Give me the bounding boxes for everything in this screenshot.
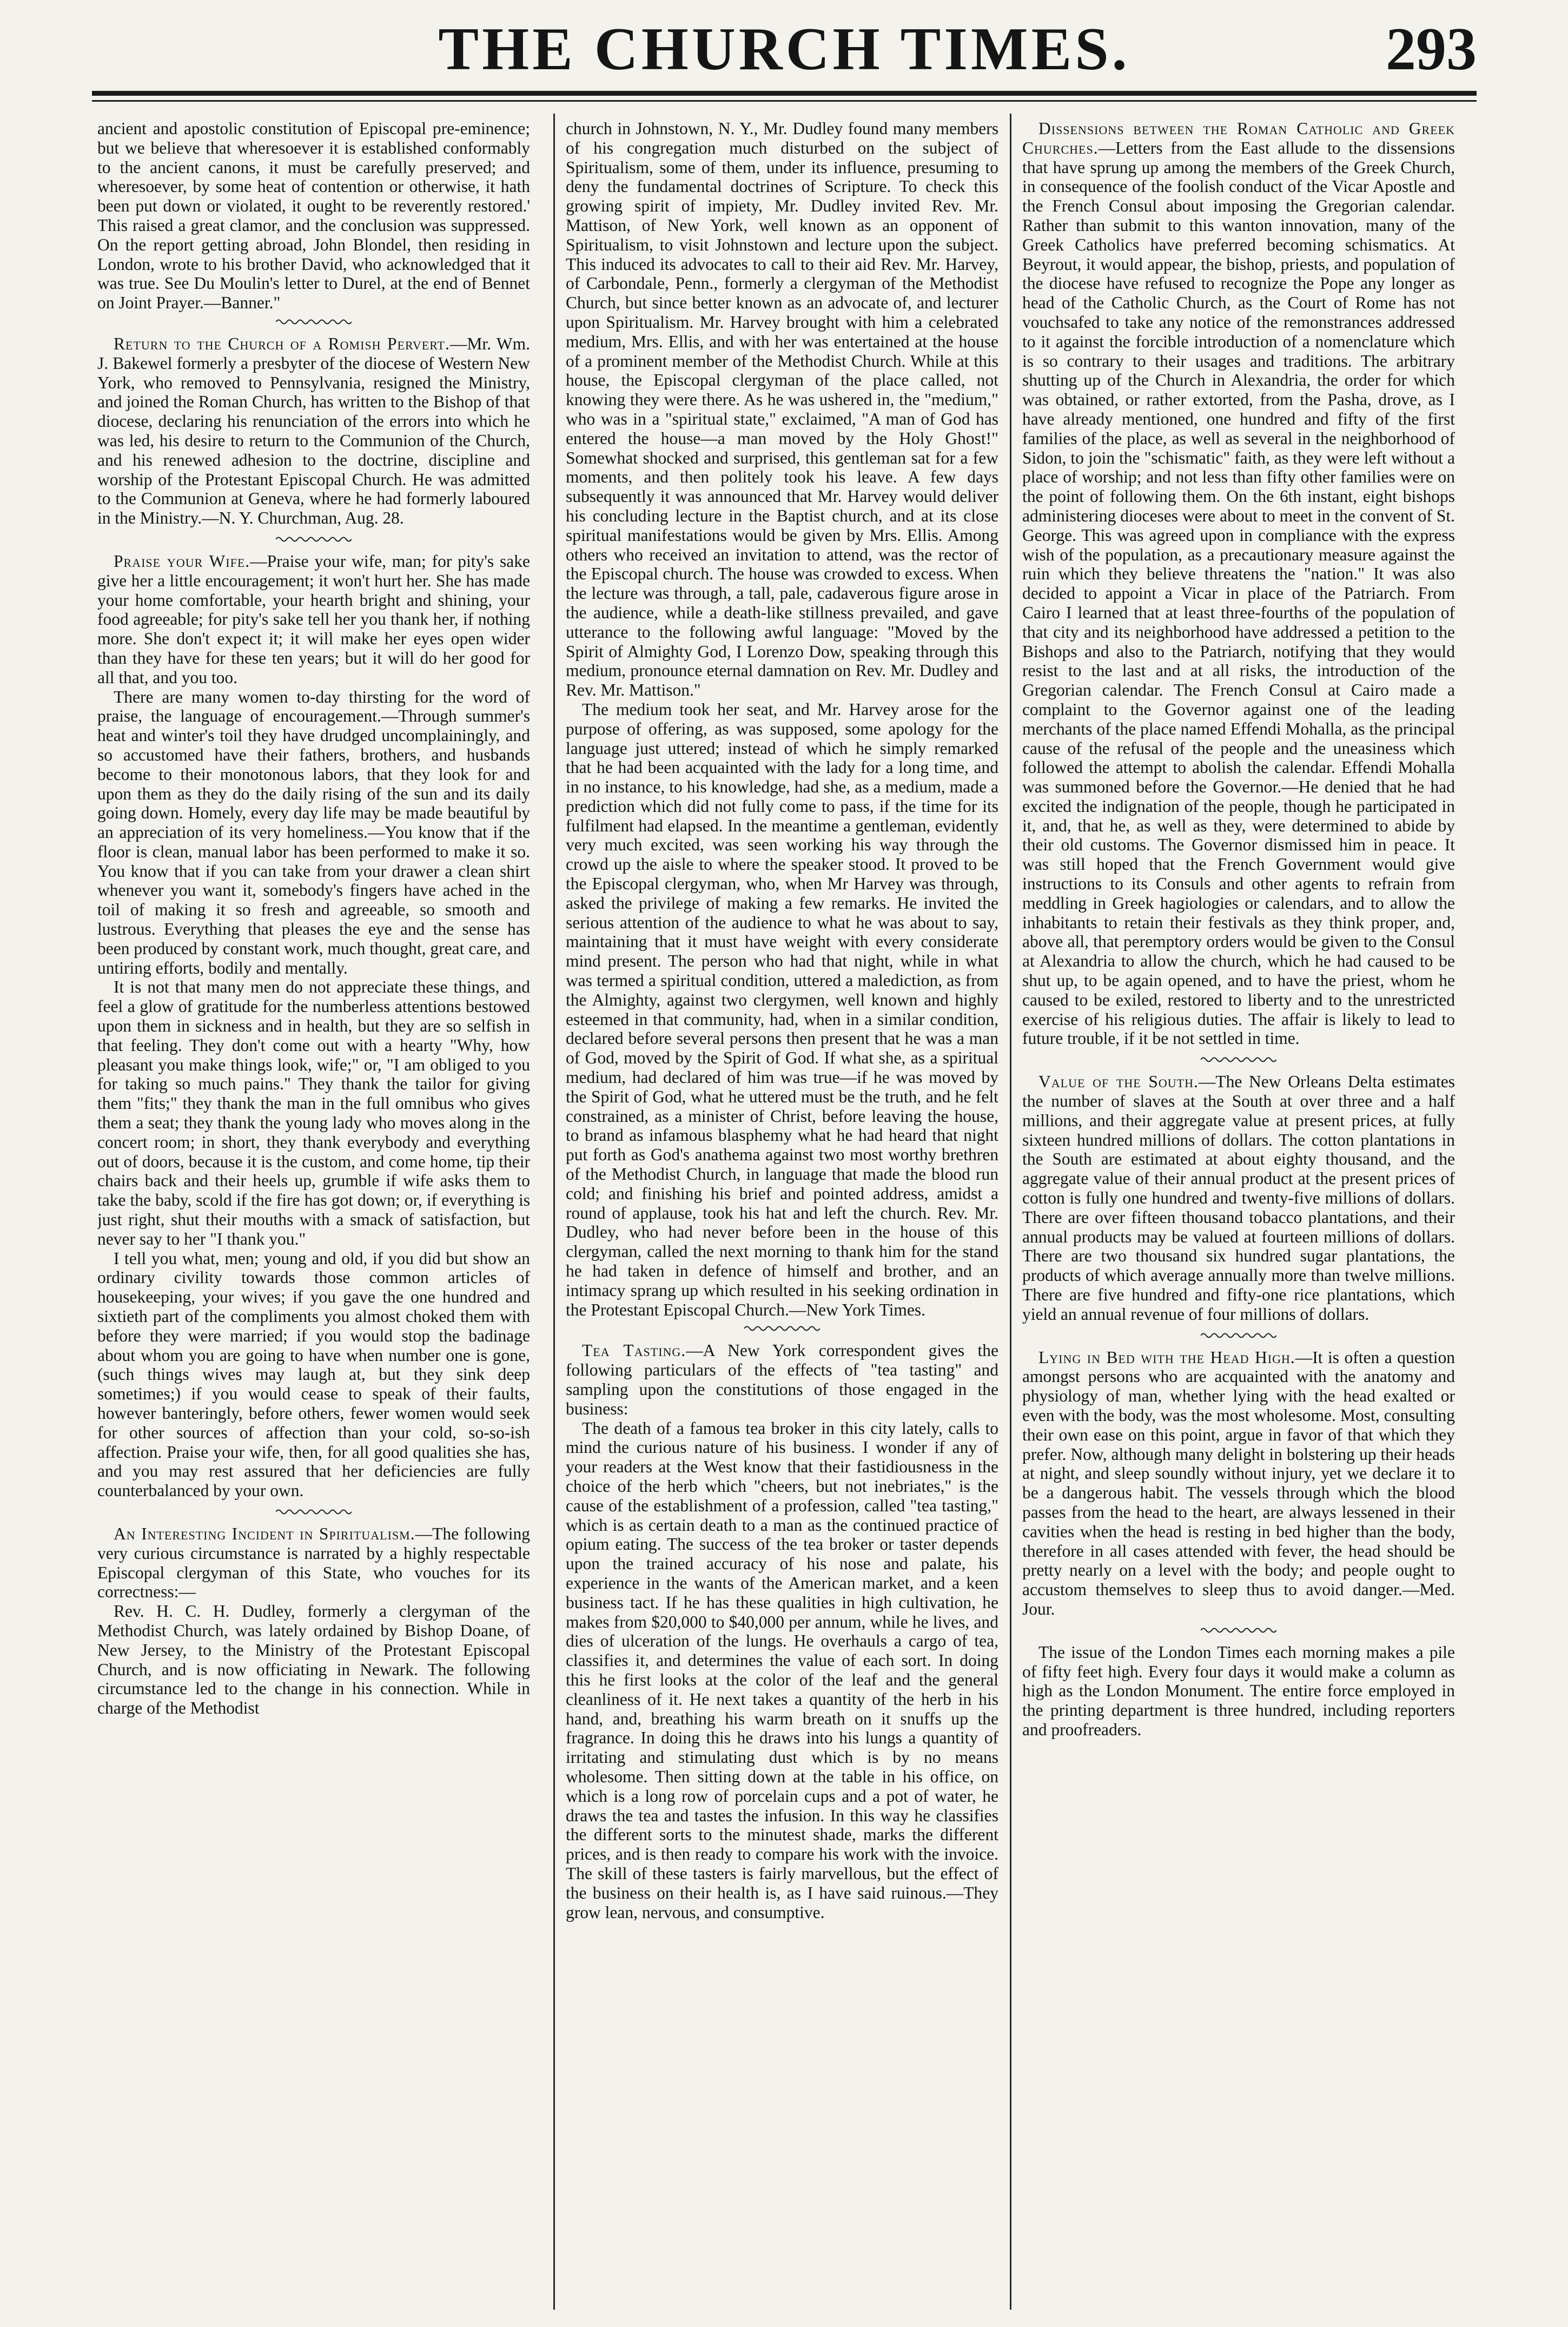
article-paragraph: Rev. H. C. H. Dudley, formerly a clergyman of the Methodist Church, was lately ordained by Bishop Doane, of New Jersey, to the Ministry of the Protestant Episcopal Church, and is now officiating in Newark. The following circumstance led to the change in his connection. While in charge of the Methodist xyxy=(97,1602,530,1718)
wavy-divider xyxy=(276,1507,352,1517)
article-heading: Lying in Bed with the Head High. xyxy=(1038,1347,1295,1367)
newspaper-title: THE CHURCH TIMES. xyxy=(438,16,1130,83)
article-praise-your-wife xyxy=(97,552,530,1500)
wavy-divider xyxy=(1201,1625,1276,1635)
article-paragraph: I tell you what, men; young and old, if you did but show an ordinary civility towards those common articles of housekeeping, your wives; if you gave the one hundred and sixtieth part of the compliments you almost choked them with before they were married; if you would stop the badinage about whom you are going to have when number one is gone, (such things wives may laugh at, but they sink deep sometimes;) if you would cease to speak of their faults, however banteringly, before others, fewer women would seek for other sources of affection than your cold, so-so-ish affection. Praise your wife, then, for all good qualities she has, and you may rest assured that her deficiencies are fully counterbalanced by your own. xyxy=(97,1248,530,1500)
article-london-times xyxy=(1022,1643,1455,1740)
column-separator xyxy=(553,114,555,2310)
page-number: 293 xyxy=(1386,16,1477,83)
header-rule-thick xyxy=(92,91,1477,96)
article-heading: Value of the South. xyxy=(1038,1072,1199,1092)
column-3 xyxy=(1022,119,1455,2315)
article-heading: Return to the Church of a Romish Pervert. xyxy=(114,334,450,353)
article-paragraph: church in Johnstown, N. Y., Mr. Dudley found many members of his congregation much disturbed on the subject of Spiritualism, some of them, under its influence, presuming to deny the fundamental doctrines of Scripture. To check this growing spirit of impiety, Mr. Dudley invited Rev. Mr. Mattison, of New York, well known as an opponent of Spiritualism, to visit Johnstown and lecture upon the subject. This induced its advocates to call to their aid Rev. Mr. Harvey, of Carbondale, Penn., formerly a clergyman of the Methodist Church, but since better known as an advocate of, and lecturer upon Spiritualism. Mr. Harvey brought with him a celebrated medium, Mrs. Ellis, and with her was entertained at the house of a prominent member of the Methodist Church. While at this house, the Episcopal clergyman of the place called, not knowing they were there. As he was ushered in, the "medium," who was in a "spiritual state," exclaimed, "A man of God has entered the house—a man moved by the Holy Ghost!" Somewhat shocked and surprised, this gentleman sat for a few moments, and then politely took his leave. A few days subsequently it was announced that Mr. Harvey would deliver his concluding lecture in the Baptist church, and at its close spiritual manifestations would be given by Mrs. Ellis. Among others who received an invitation to attend, was the rector of the Episcopal church. The house was crowded to excess. When the lecture was through, a tall, pale, cadaverous figure arose in the audience, while a death-like stillness prevailed, and gave utterance to the following awful language: "Moved by the Spirit of Almighty God, I Lorenzo Dow, speaking through this medium, pronounce eternal damnation on Rev. Mr. Dudley and Rev. Mr. Mattison." xyxy=(566,119,998,700)
article-paragraph: The issue of the London Times each morning makes a pile of fifty feet high. Every four days it would make a column as high as the London Monument. The entire force employed in the printing department is three hundred, including reporters and proofreaders. xyxy=(1022,1642,1455,1739)
article-body: —The New Orleans Delta estimates the number of slaves at the South at over three and a half millions, and their aggregate value at present prices, at fully sixteen hundred millions of dollars. The cotton plantations in the South are estimated at about eighty thousand, and the aggregate value of their annual product at the present prices of cotton is fully one hundred and twenty-five millions of dollars. There are over fifteen thousand tobacco plantations, and their annual products may be valued at fourteen millions of dollars. There are two thousand six hundred sugar plantations, the products of which average annually more than twelve millions. There are five hundred and fifty-one rice plantations, which yield an annual revenue of four millions of dollars. xyxy=(1022,1072,1455,1324)
article-body: —Letters from the East allude to the dissensions that have sprung up among the members of the Greek Church, in consequence of the foolish conduct of the Vicar Apostle and the French Consul about imposing the Gregorian calendar. Rather than submit to this wanton innovation, many of the Greek Catholics have preferred becoming schismatics. At Beyrout, it would appear, the bishop, priests, and population of the diocese have refused to recognize the Pope any longer as head of the Catholic Church, as the Court of Rome has not vouchsafed to take any notice of the remonstrances addressed to it against the forcible introduction of a nomenclature which is so contrary to their usages and traditions. The arbitrary shutting up of the Church in Alexandria, the order for which was obtained, or rather extorted, from the Pasha, drove, as I have already mentioned, one hundred and fifty of the first families of the place, as well as several in the neighborhood of Sidon, to join the "schismatic" faith, as they were left without a place of worship; and not less than fifty other families were on the point of following them. On the 6th instant, eight bishops administering dioceses were about to meet in the convent of St. George. This was agreed upon in compliance with the express wish of the population, as a precautionary measure against the ruin which they believe threatens the "nation." It was also decided to appoint a Vicar in place of the Patriarch. From Cairo I learned that at least three-fourths of the population of that city and its neighborhood have addressed a petition to the Bishops and also to the Patriarch, notifying that they would resist to the last and at all risks, the introduction of the Gregorian calendar. The French Consul at Cairo made a complaint to the Governor against one of the leading merchants of the place named Effendi Mohalla, as the principal cause of the refusal of the people and the uneasiness which followed the attempt to abolish the calendar. Effendi Mohalla was summoned before the Governor.—He denied that he had excited the indignation of the people, though he participated in it, and, that he, as well as they, were determined to abide by their old customs. The Governor dismissed him in peace. It was still hoped that the French Government would give instructions to its Consuls and other agents to refrain from meddling in Greek hagiologies or calendars, and to allow the inhabitants to retain their festivals as they think proper, and, above all, that peremptory orders would be given to the Consul at Alexandria to allow the church, which he had caused to be shut up, to be again opened, and to have the priest, whom he caused to be exiled, restored to liberty and to the unrestricted exercise of his religious duties. The affair is likely to lead to future trouble, if it be not settled in time. xyxy=(1022,138,1455,1048)
article-body: —The following very curious circumstance is narrated by a highly respectable Episcopal clergyman of this State, who vouches for its correctness:— xyxy=(97,1524,530,1602)
article-romish-pervert xyxy=(97,334,530,528)
article-heading: Tea Tasting. xyxy=(582,1341,686,1360)
masthead xyxy=(92,10,1477,107)
article-paragraph: The death of a famous tea broker in this city lately, calls to mind the curious nature of his business. I wonder if any of your readers at the West know that their fastidiousness in the choice of the herb which "cheers, but not inebriates," is the cause of the establishment of a profession, called "tea tasting," which is as certain death to a man as the continued practice of opium eating. The success of the tea broker or taster depends upon the trained accuracy of his nose and palate, his experience in the wants of the American market, and a keen business tact. If he has these qualities in high cultivation, he makes from $20,000 to $40,000 per annum, while he lives, and dies of ulceration of the lungs. He overhauls a cargo of tea, classifies it, and determines the value of each sort. In doing this he first looks at the color of the leaf and the general cleanliness of it. He next takes a quantity of the herb in his hand, and, breathing his warm breath on it snuffs up the fragrance. In doing this he draws into his lungs a quantity of irritating and stimulating dust which is by no means wholesome. Then sitting down at the table in his office, on which is a long row of porcelain cups and a pot of water, he draws the tea and tastes the infusion. In this way he classifies the different sorts to the minutest shade, marks the different prices, and is then ready to compare his work with the invoice. The skill of these tasters is fairly marvellous, but the effect of the business on their health is, as I have said ruinous.—They grow lean, nervous, and consumptive. xyxy=(566,1418,998,1922)
wavy-divider xyxy=(276,534,352,544)
article-tea-tasting xyxy=(566,1341,998,1922)
article-body: —Praise your wife, man; for pity's sake give her a little encouragement; it won't hurt her. She has made your home comfortable, your hearth bright and shining, your food agreeable; for pity's sake tell her you thank her, if nothing more. She don't expect it; it will make her eyes open wider than they have for these ten years; but it will do her good for all that, and you too. xyxy=(97,551,530,687)
wavy-divider xyxy=(276,317,352,327)
article-body: —Mr. Wm. J. Bakewel formerly a presbyter of the diocese of Western New York, who removed to Pennsylvania, resigned the Ministry, and joined the Roman Church, has written to the Bishop of that diocese, declaring his renunciation of the errors into which he was led, his desire to return to the Communion of the Church, and his renewed adhesion to the doctrine, discipline and worship of the Protestant Episcopal Church. He was admitted to the Communion at Geneva, where he had formerly laboured in the Ministry.—N. Y. Churchman, Aug. 28. xyxy=(97,334,530,528)
article-lying-in-bed xyxy=(1022,1348,1455,1619)
article-heading: Praise your Wife. xyxy=(114,551,250,571)
article-paragraph: There are many women to-day thirsting for the word of praise, the language of encouragement.—Through summer's heat and winter's toil they have drudged uncomplainingly, and so accustomed have their fathers, brothers, and husbands become to their monotonous labors, that they look for and upon them as they do the daily rising of the sun and its daily going down. Homely, every day life may be made beautiful by an appreciation of its very homeliness.—You know that if the floor is clean, manual labor has been performed to make it so. You know that if you can take from your drawer a clean shirt whenever you want it, somebody's fingers have ached in the toil of making it so fresh and agreeable, so smooth and lustrous. Everything that pleases the eye and the sense has been produced by constant work, much thought, great care, and untiring efforts, bodily and mentally. xyxy=(97,687,530,977)
wavy-divider xyxy=(1201,1055,1276,1065)
article-heading: Dissensions between the Roman Catholic and Greek Churches. xyxy=(1022,119,1455,157)
wavy-divider xyxy=(1201,1331,1276,1340)
header-rule-thin xyxy=(92,100,1477,102)
article-dissensions xyxy=(1022,119,1455,1048)
column-2 xyxy=(566,119,998,2315)
article-body: —It is often a question amongst persons who are acquainted with the anatomy and physiology of man, whether lying with the head exalted or even with the body, was the most wholesome. Most, consulting their own ease on this point, argue in favor of that which they prefer. Now, although many delight in bolstering up their heads at night, and sleep soundly without injury, yet we declare it to be a dangerous habit. The vessels through which the blood passes from the head to the heart, are always lessened in their cavities when the head is resting in bed higher than the body, therefore in all cases attended with fever, the head should be pretty nearly on a level with the body; and people ought to accustom themselves to sleep thus to avoid danger.—Med. Jour. xyxy=(1022,1347,1455,1618)
article-heading: An Interesting Incident in Spiritualism. xyxy=(114,1524,415,1543)
article-paragraph: The medium took her seat, and Mr. Harvey arose for the purpose of offering, as was supposed, some apology for the language just uttered; instead of which he simply remarked that he had been acquainted with the lady for a long time, and in no instance, to his knowledge, had she, as a medium, made a prediction which did not fully come to pass, if the time for its fulfilment had elapsed. In the meantime a gentleman, evidently very much excited, was seen working his way through the crowd up the aisle to where the speaker stood. It proved to be the Episcopal clergyman, who, when Mr Harvey was through, asked the privilege of making a few remarks. He invited the serious attention of the audience to what he was about to say, maintaining that it must have weight with every considerate mind present. The person who had that night, while in what was termed a spiritual condition, uttered a malediction, as from the Almighty, against two clergymen, well known and highly esteemed in that community, had, when in a similar condition, declared before several persons then present that he was a man of God, moved by the Spirit of God. If what she, as a spiritual medium, had declared of him was true—if he was moved by the Spirit of God, what he uttered must be the truth, and he felt constrained, as a minister of Christ, before leaving the house, to brand as infamous blasphemy what he had heard that night put forth as God's anathema against two most worthy brethren of the Methodist Church, in language that made the blood run cold; and finishing his brief and pointed address, amidst a round of applause, took his hat and left the church. Rev. Mr. Dudley, who had never before been in the house of this clergyman, called the next morning to thank him for the stand he had taken in defence of himself and brother, and an intimacy sprang up which resulted in his seeking ordination in the Protestant Episcopal Church.—New York Times. xyxy=(566,699,998,1319)
column-separator xyxy=(1010,114,1011,2310)
column-1 xyxy=(97,119,530,2315)
article-value-of-south xyxy=(1022,1072,1455,1324)
article-body: —A New York correspondent gives the following particulars of the effects of "tea tasting" and sampling upon the constitutions of those engaged in the business: xyxy=(566,1341,998,1418)
wavy-divider xyxy=(744,1324,820,1333)
continuation-paragraph: ancient and apostolic constitution of Episcopal pre-eminence; but we believe that wheresoever it is established conformably to the ancient canons, it must be carefully preserved; and wheresoever, by some heat of contention or otherwise, it hath been put down or violated, it ought to be reverently restored.' This raised a great clamor, and the conclusion was suppressed. On the report getting abroad, John Blondel, then residing in London, wrote to his brother David, who acknowledged that it was true. See Du Moulin's letter to Durel, at the end of Bennet on Joint Prayer.—Banner." xyxy=(97,119,530,313)
article-paragraph: It is not that many men do not appreciate these things, and feel a glow of gratitude for the numberless attentions bestowed upon them in sickness and in health, but they are so selfish in that feeling. They don't come out with a hearty "Why, how pleasant you make things look, wife;" or, "I am obliged to you for taking so much pains." They thank the tailor for giving them "fits;" they thank the man in the full omnibus who gives them a seat; they thank the young lady who moves along in the concert room; in short, they thank everybody and everything out of doors, because it is the custom, and come home, tip their chairs back and their heels up, grumble if wife asks them to take the baby, scold if the fire has got down; or, if everything is just right, shut their mouths with a smack of satisfaction, but never say to her "I thank you." xyxy=(97,977,530,1248)
article-spiritualism xyxy=(97,1524,530,1718)
